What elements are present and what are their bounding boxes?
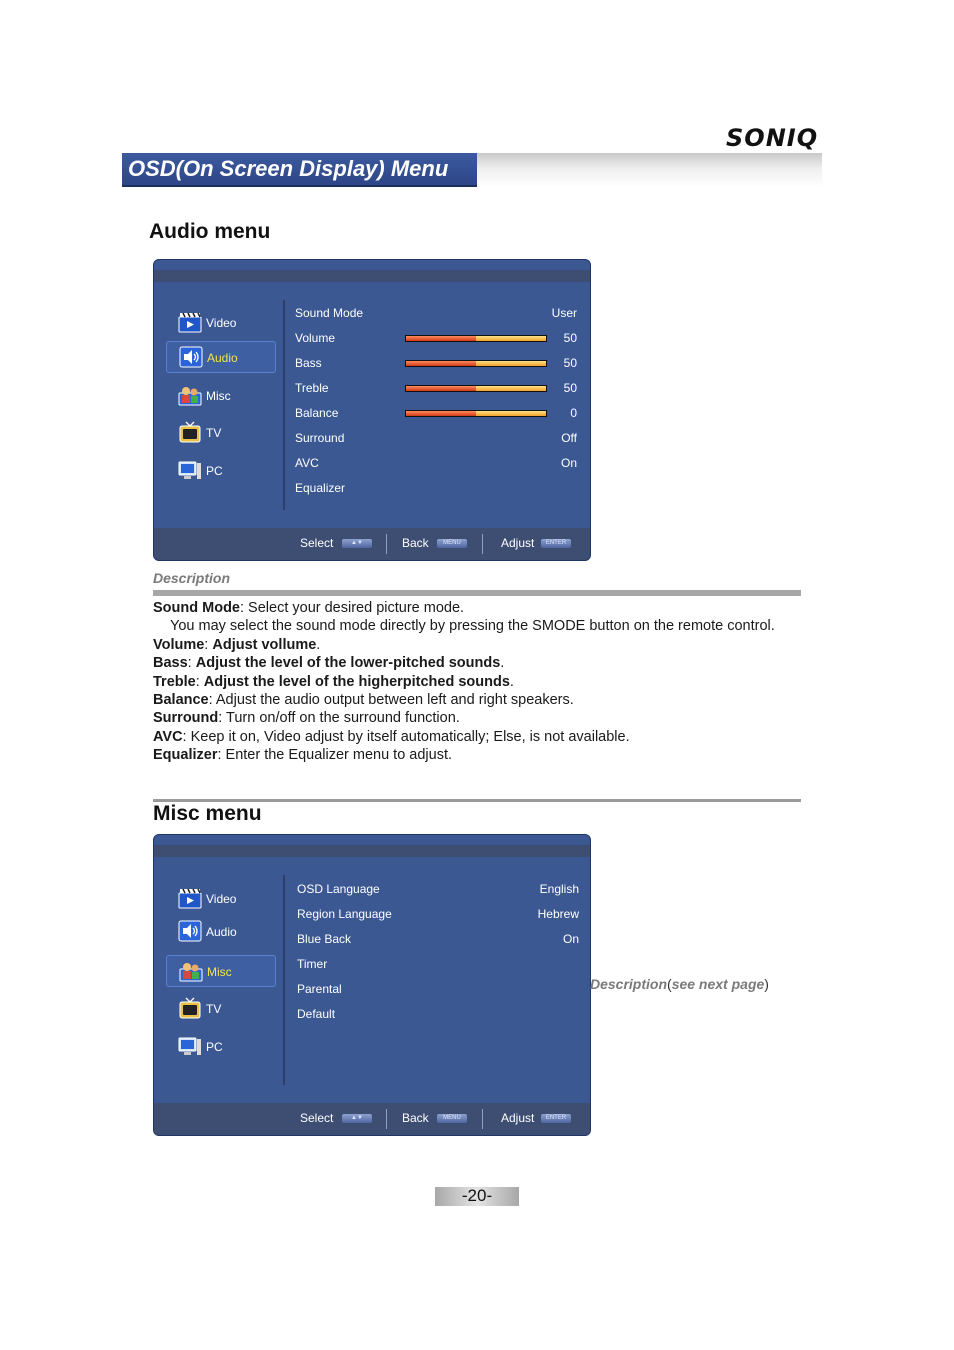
- row-label: Parental: [297, 982, 342, 996]
- osd-row-bass[interactable]: [295, 353, 577, 373]
- video-icon: [178, 311, 202, 333]
- osd-divider: [283, 300, 285, 510]
- row-label: Blue Back: [297, 932, 352, 946]
- page-number-band: [435, 1187, 519, 1206]
- sidebar-item-label: PC: [206, 464, 223, 478]
- osd-row-surround[interactable]: [295, 428, 577, 448]
- footer-select-label: Select: [300, 1111, 334, 1125]
- osd-divider: [283, 875, 285, 1085]
- pc-icon: [178, 1035, 202, 1057]
- footer-adjust-label: Adjust: [501, 536, 535, 550]
- row-label: Sound Mode: [295, 306, 364, 320]
- sidebar-item-label: Video: [206, 316, 237, 330]
- misc-osd-screen: [153, 834, 591, 1136]
- row-label: Timer: [297, 957, 328, 971]
- row-value: 0: [570, 406, 577, 420]
- audio-icon: [178, 920, 202, 942]
- sidebar-item-video[interactable]: [166, 307, 276, 339]
- footer-back-label: Back: [402, 536, 429, 550]
- video-icon: [178, 887, 202, 909]
- audio-description: [153, 599, 793, 765]
- desc-equalizer: Equalizer: Enter the Equalizer menu to adjust.: [153, 747, 453, 764]
- sidebar-item-label: Misc: [207, 965, 232, 979]
- sidebar-item-label: Misc: [206, 389, 231, 403]
- sidebar-item-tv[interactable]: [166, 417, 276, 449]
- osd-row-equalizer[interactable]: [295, 478, 577, 498]
- misc-icon: [179, 960, 203, 982]
- volume-slider[interactable]: [405, 335, 547, 342]
- row-value: 50: [563, 356, 577, 370]
- header-title: OSD(On Screen Display) Menu: [128, 156, 449, 181]
- row-value: 50: [563, 331, 577, 345]
- osd-row-treble[interactable]: [295, 378, 577, 398]
- row-label: OSD Language: [297, 882, 380, 896]
- balance-slider[interactable]: [405, 410, 547, 417]
- row-label: Default: [297, 1007, 336, 1021]
- sidebar-item-pc[interactable]: [166, 1031, 276, 1063]
- osd-row-timer[interactable]: [297, 954, 579, 974]
- osd-footer: [154, 528, 590, 560]
- enter-key-icon: ENTER: [541, 1114, 571, 1123]
- row-label: Volume: [295, 331, 336, 345]
- sidebar-item-label: PC: [206, 1040, 223, 1054]
- footer-back-label: Back: [402, 1111, 429, 1125]
- footer-adjust-label: Adjust: [501, 1111, 535, 1125]
- footer-divider: [386, 1109, 387, 1129]
- misc-menu-title: Misc menu: [153, 802, 262, 825]
- sidebar-item-audio[interactable]: [166, 341, 276, 373]
- sidebar-item-misc[interactable]: [166, 380, 276, 412]
- sidebar-item-tv[interactable]: [166, 993, 276, 1025]
- osd-row-avc[interactable]: [295, 453, 577, 473]
- row-value: User: [551, 306, 577, 320]
- updown-arrow-icon: ▲▼: [342, 1114, 372, 1123]
- audio-osd-screen: [153, 259, 591, 561]
- osd-top-bar: [154, 845, 590, 857]
- footer-divider: [482, 1109, 483, 1129]
- desc-bass: Bass: Adjust the level of the lower-pitched sounds.: [153, 655, 505, 672]
- osd-row-balance[interactable]: [295, 403, 577, 423]
- osd-footer: [154, 1103, 590, 1135]
- soniq-logo: SONIQ: [726, 124, 819, 152]
- footer-divider: [386, 534, 387, 554]
- row-value: English: [539, 882, 579, 896]
- sidebar-item-label: TV: [206, 1002, 222, 1016]
- osd-row-osd-language[interactable]: [297, 879, 579, 899]
- desc-volume: Volume: Adjust vollume.: [153, 636, 321, 653]
- desc-avc: AVC: Keep it on, Video adjust by itself automatically; Else, is not available.: [153, 728, 630, 745]
- menu-key-icon: MENU: [437, 539, 467, 548]
- pc-icon: [178, 459, 202, 481]
- row-label: Treble: [295, 381, 329, 395]
- updown-arrow-icon: ▲▼: [342, 539, 372, 548]
- footer-select-label: Select: [300, 536, 334, 550]
- desc-sound-mode-note: You may select the sound mode directly by pressing the SMODE button on the remote control.: [170, 618, 775, 635]
- bass-slider[interactable]: [405, 360, 547, 367]
- desc-sound-mode: Sound Mode: Select your desired picture mode.: [153, 600, 465, 616]
- row-value: Off: [561, 431, 577, 445]
- osd-row-region-language[interactable]: [297, 904, 579, 924]
- osd-row-blue-back[interactable]: [297, 929, 579, 949]
- osd-row-volume[interactable]: [295, 328, 577, 348]
- row-value: Hebrew: [537, 907, 579, 921]
- row-value: On: [560, 456, 577, 470]
- misc-description-note: Description(see next page): [590, 976, 769, 992]
- row-label: AVC: [295, 456, 319, 470]
- footer-divider: [482, 534, 483, 554]
- row-value: On: [562, 932, 579, 946]
- row-label: Surround: [295, 431, 345, 445]
- sidebar-item-label: Audio: [206, 925, 237, 939]
- description-rule: [153, 590, 801, 596]
- osd-top-bar: [154, 270, 590, 282]
- desc-treble: Treble: Adjust the level of the higherpitched sounds.: [153, 673, 514, 690]
- osd-row-parental[interactable]: [297, 979, 579, 999]
- sidebar-item-video[interactable]: [166, 883, 276, 915]
- sidebar-item-misc[interactable]: [166, 955, 276, 987]
- enter-key-icon: ENTER: [541, 539, 571, 548]
- row-label: Bass: [295, 356, 322, 370]
- sidebar-item-pc[interactable]: [166, 455, 276, 487]
- audio-menu-title: Audio menu: [149, 220, 271, 243]
- tv-icon: [178, 997, 202, 1019]
- sidebar-item-label: TV: [206, 426, 222, 440]
- sidebar-item-label: Video: [206, 892, 237, 906]
- tv-icon: [178, 421, 202, 443]
- misc-icon: [178, 384, 202, 406]
- page-number: -20-: [461, 1186, 493, 1205]
- row-label: Region Language: [297, 907, 392, 921]
- sidebar-item-label: Audio: [207, 351, 238, 365]
- description-label: Description: [153, 570, 231, 586]
- row-value: 50: [563, 381, 577, 395]
- desc-balance: Balance: Adjust the audio output between left and right speakers.: [153, 692, 574, 709]
- desc-surround: Surround: Turn on/off on the surround function.: [153, 710, 460, 727]
- osd-row-default[interactable]: [297, 1004, 579, 1024]
- menu-key-icon: MENU: [437, 1114, 467, 1123]
- treble-slider[interactable]: [405, 385, 547, 392]
- header-title-block: [122, 153, 477, 187]
- row-label: Equalizer: [295, 481, 346, 495]
- sidebar-item-audio[interactable]: [166, 916, 276, 948]
- row-label: Balance: [295, 406, 339, 420]
- osd-row-sound-mode[interactable]: [295, 303, 577, 323]
- audio-icon: [179, 346, 203, 368]
